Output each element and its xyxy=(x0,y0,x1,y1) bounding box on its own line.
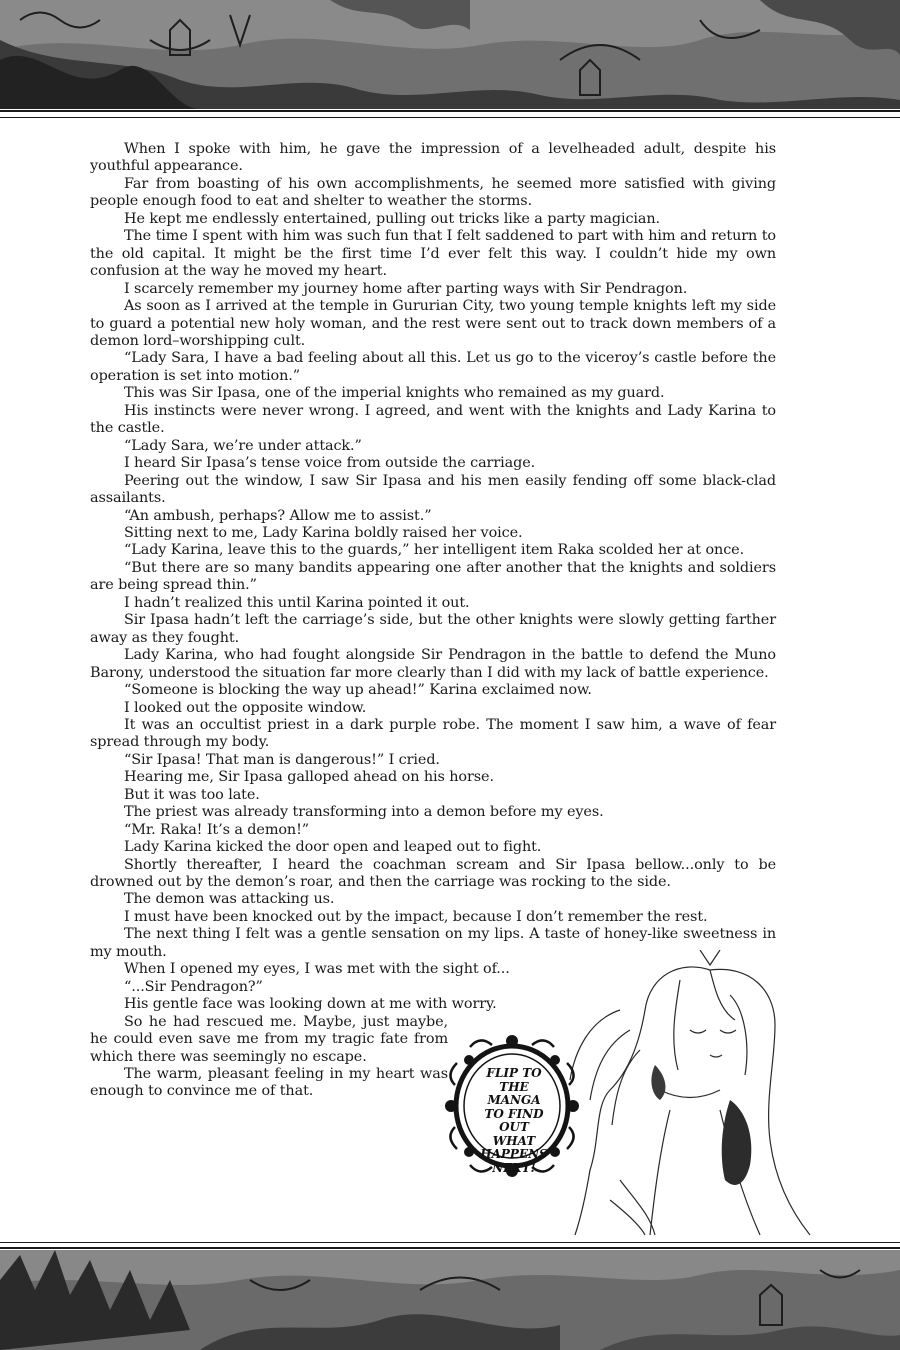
paragraph: Lady Karina, who had fought alongside Sir Pendragon in the battle to defend the Muno Barony, understood the situation far more clearly than I did with my lack of battle experience. xyxy=(90,647,776,681)
paragraph: It was an occultist priest in a dark purple robe. The moment I saw him, a wave of fear spread through my body. xyxy=(90,716,776,751)
paragraph: I must have been knocked out by the impact, because I don’t remember the rest. xyxy=(124,908,708,925)
paragraph: “Lady Sara, we’re under attack.” xyxy=(124,437,362,454)
map-illustration-bottom xyxy=(0,1250,900,1350)
paragraph: “...Sir Pendragon?” xyxy=(124,978,263,995)
paragraph: The demon was attacking us. xyxy=(124,891,335,908)
paragraph: The next thing I felt was a gentle sensation on my lips. A taste of honey-like sweetness in my mouth. xyxy=(90,926,776,960)
callout-line: THE MANGA xyxy=(487,1079,541,1107)
callout-line: WHAT xyxy=(492,1133,536,1148)
bottom-divider-thick xyxy=(0,1247,900,1249)
paragraph: Far from boasting of his own accomplishments, he seemed more satisfied with giving people enough food to eat and shelter to weather the storms. xyxy=(90,175,776,210)
callout-line: FLIP TO xyxy=(486,1066,542,1080)
paragraph: His gentle face was looking down at me with worry. xyxy=(124,996,497,1013)
flip-to-manga-callout xyxy=(478,1067,550,1175)
paragraph: When I opened my eyes, I was met with the sight of... xyxy=(124,961,510,978)
paragraph: Lady Karina kicked the door open and leaped out to fight. xyxy=(124,839,542,856)
paragraph: Hearing me, Sir Ipasa galloped ahead on his horse. xyxy=(124,769,494,786)
paragraph: When I spoke with him, he gave the impression of a levelheaded adult, despite his youthful appearance. xyxy=(90,141,776,175)
top-divider-thin xyxy=(0,117,900,118)
callout-line: HAPPENS xyxy=(480,1147,548,1161)
top-divider-thick xyxy=(0,110,900,112)
paragraph: But it was too late. xyxy=(124,786,260,803)
callout-line: NEXT! xyxy=(492,1160,536,1175)
callout-line: TO FIND OUT xyxy=(484,1106,544,1134)
paragraph: “An ambush, perhaps? Allow me to assist.” xyxy=(124,507,432,524)
paragraph: So he had rescued me. Maybe, just maybe, he could even save me from my tragic fate from which there was seemingly no escape. xyxy=(90,1013,448,1065)
paragraph: I heard Sir Ipasa’s tense voice from outside the carriage. xyxy=(124,455,536,472)
paragraph: Sitting next to me, Lady Karina boldly raised her voice. xyxy=(124,524,523,541)
paragraph: I hadn’t realized this until Karina pointed it out. xyxy=(124,594,470,611)
bottom-map-banner xyxy=(0,1250,900,1350)
paragraph: “Lady Sara, I have a bad feeling about all this. Let us go to the viceroy’s castle before the operation is set into motion.” xyxy=(90,350,776,384)
map-illustration-top xyxy=(0,0,900,109)
paragraph: “But there are so many bandits appearing one after another that the knights and soldiers are being spread thin.” xyxy=(90,559,776,594)
paragraph: His instincts were never wrong. I agreed, and went with the knights and Lady Karina to the castle. xyxy=(90,402,776,437)
paragraph: “Someone is blocking the way up ahead!” Karina exclaimed now. xyxy=(124,682,592,699)
paragraph: “Mr. Raka! It’s a demon!” xyxy=(124,821,310,838)
paragraph: “Sir Ipasa! That man is dangerous!” I cried. xyxy=(124,751,440,768)
paragraph: I scarcely remember my journey home after parting ways with Sir Pendragon. xyxy=(124,280,688,297)
bottom-divider-thin xyxy=(0,1242,900,1243)
manga-character-illustration xyxy=(560,950,820,1240)
paragraph: The warm, pleasant feeling in my heart was enough to convince me of that. xyxy=(90,1066,448,1100)
paragraph: The priest was already transforming into a demon before my eyes. xyxy=(124,804,604,821)
paragraph: I looked out the opposite window. xyxy=(124,699,367,716)
paragraph: As soon as I arrived at the temple in Gururian City, two young temple knights left my side to guard a potential new holy woman, and the rest were sent out to track down members of a demon lord–worshipping cult. xyxy=(90,298,776,349)
paragraph: He kept me endlessly entertained, pulling out tricks like a party magician. xyxy=(124,210,661,227)
top-map-banner xyxy=(0,0,900,109)
paragraph: The time I spent with him was such fun that I felt saddened to part with him and return to the old capital. It might be the first time I’d ever felt this way. I couldn’t hide my own confusion at the way he moved my heart. xyxy=(90,228,776,280)
paragraph: This was Sir Ipasa, one of the imperial knights who remained as my guard. xyxy=(124,385,665,402)
paragraph: Shortly thereafter, I heard the coachman scream and Sir Ipasa bellow...only to be drowned out by the demon’s roar, and then the carriage was rocking to the side. xyxy=(90,856,776,891)
paragraph: Sir Ipasa hadn’t left the carriage’s side, but the other knights were slowly getting farther away as they fought. xyxy=(90,612,776,646)
paragraph: “Lady Karina, leave this to the guards,” her intelligent item Raka scolded her at once. xyxy=(124,542,745,559)
paragraph: Peering out the window, I saw Sir Ipasa and his men easily fending off some black-clad assailants. xyxy=(90,472,776,507)
